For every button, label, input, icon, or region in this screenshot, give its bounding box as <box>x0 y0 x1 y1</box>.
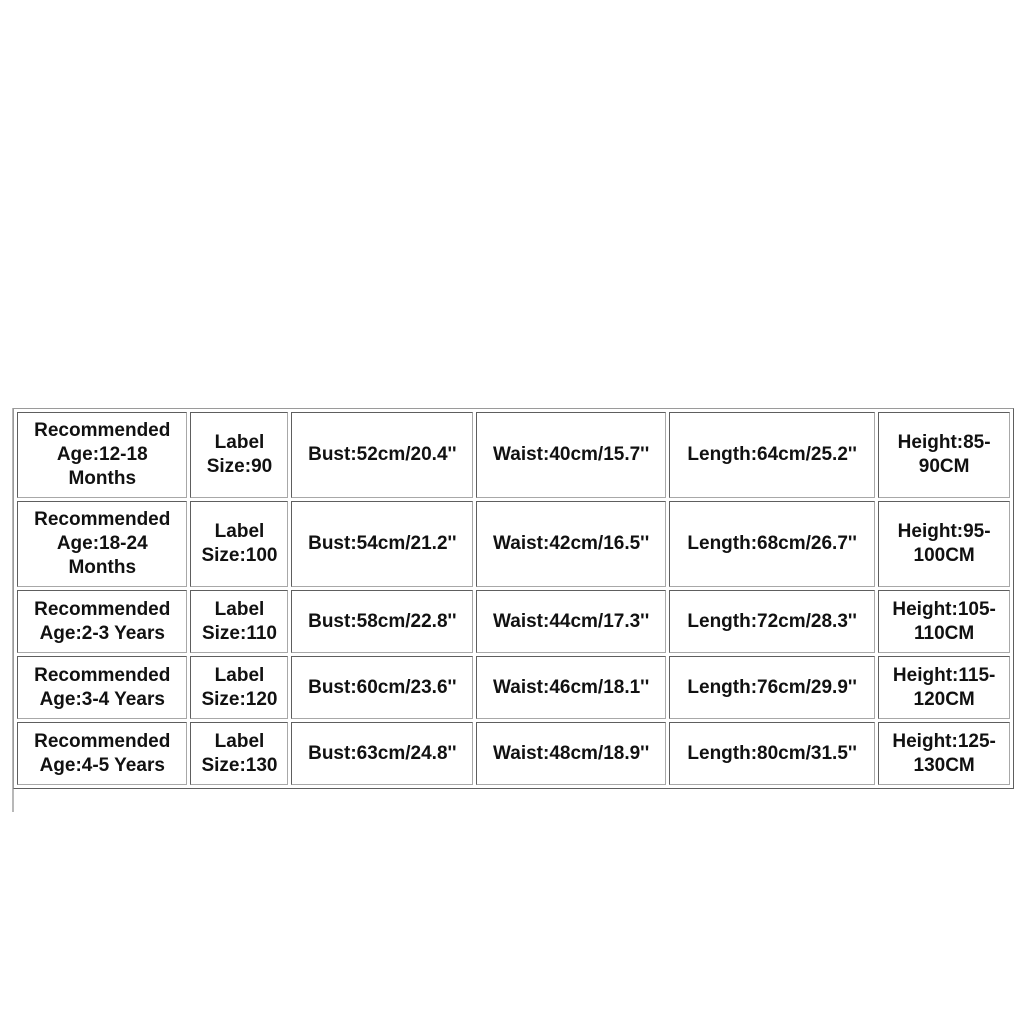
label-size-cell: Label Size:90 <box>190 412 288 498</box>
age-cell: Recommended Age:18-24 Months <box>17 501 187 587</box>
height-cell: Height:125- 130CM <box>878 722 1010 785</box>
age-cell: Recommended Age:2-3 Years <box>17 590 187 653</box>
age-cell: Recommended Age:3-4 Years <box>17 656 187 719</box>
waist-cell: Waist:48cm/18.9'' <box>476 722 666 785</box>
height-cell: Height:115- 120CM <box>878 656 1010 719</box>
bust-cell: Bust:54cm/21.2'' <box>291 501 473 587</box>
height-cell: Height:95- 100CM <box>878 501 1010 587</box>
bust-cell: Bust:52cm/20.4'' <box>291 412 473 498</box>
length-cell: Length:76cm/29.9'' <box>669 656 875 719</box>
label-size-cell: Label Size:100 <box>190 501 288 587</box>
table-row <box>17 412 1010 498</box>
table-row <box>17 590 1010 653</box>
age-cell: Recommended Age:12-18 Months <box>17 412 187 498</box>
waist-cell: Waist:42cm/16.5'' <box>476 501 666 587</box>
waist-cell: Waist:44cm/17.3'' <box>476 590 666 653</box>
bust-cell: Bust:58cm/22.8'' <box>291 590 473 653</box>
label-size-cell: Label Size:130 <box>190 722 288 785</box>
length-cell: Length:68cm/26.7'' <box>669 501 875 587</box>
age-cell: Recommended Age:4-5 Years <box>17 722 187 785</box>
table-row <box>17 656 1010 719</box>
bust-cell: Bust:60cm/23.6'' <box>291 656 473 719</box>
table-row <box>17 722 1010 785</box>
height-cell: Height:105- 110CM <box>878 590 1010 653</box>
bust-cell: Bust:63cm/24.8'' <box>291 722 473 785</box>
waist-cell: Waist:40cm/15.7'' <box>476 412 666 498</box>
label-size-cell: Label Size:110 <box>190 590 288 653</box>
height-cell: Height:85- 90CM <box>878 412 1010 498</box>
table-row <box>17 501 1010 587</box>
waist-cell: Waist:46cm/18.1'' <box>476 656 666 719</box>
size-chart-table <box>13 408 1014 789</box>
length-cell: Length:72cm/28.3'' <box>669 590 875 653</box>
label-size-cell: Label Size:120 <box>190 656 288 719</box>
length-cell: Length:64cm/25.2'' <box>669 412 875 498</box>
length-cell: Length:80cm/31.5'' <box>669 722 875 785</box>
